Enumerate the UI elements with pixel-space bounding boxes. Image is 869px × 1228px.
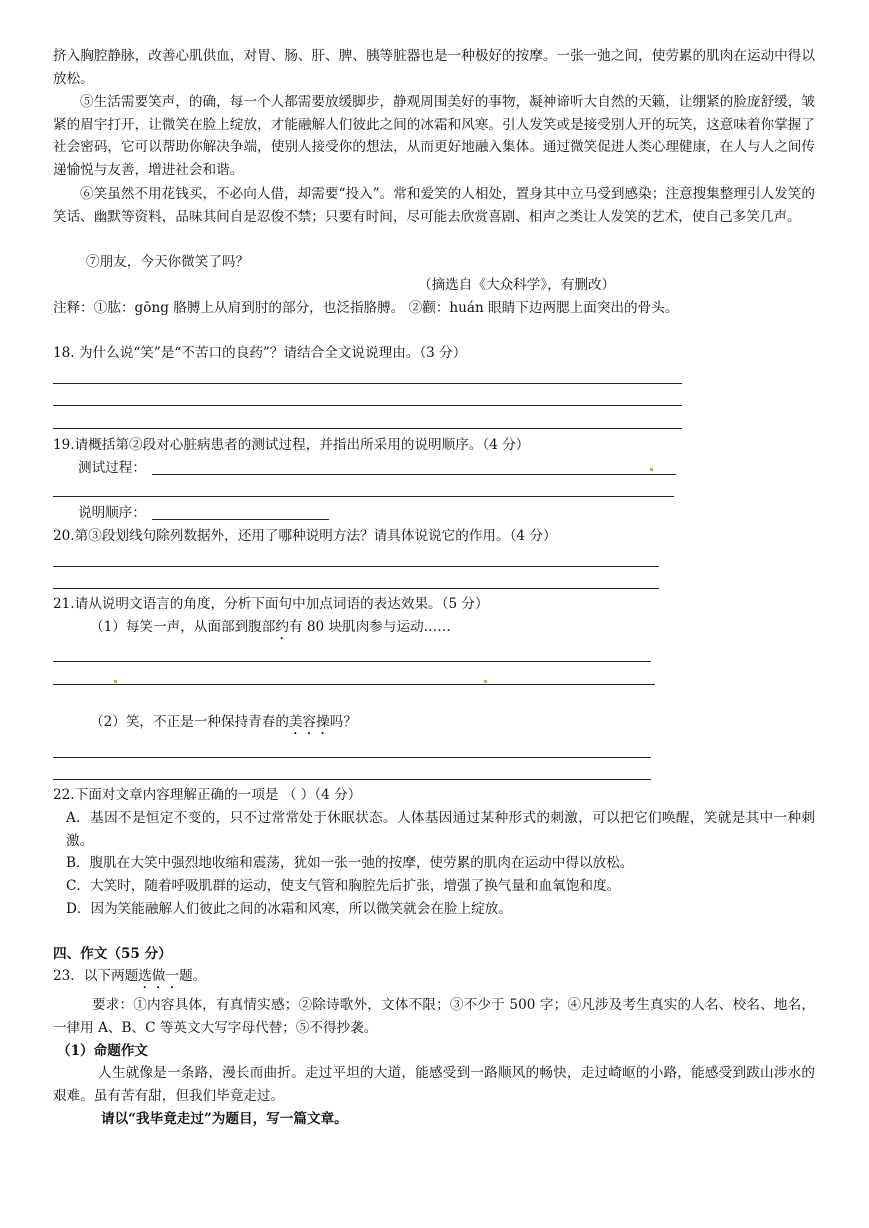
q22-option-c: C．大笑时，随着呼吸肌群的运动，使支气管和胸腔先后扩张，增强了换气量和血氧饱和度。 [66,878,621,894]
scan-speck [114,680,117,683]
question-18: 18. 为什么说“笑”是“不苦口的良药”？请结合全文说说理由。（3 分） [53,345,467,361]
answer-line[interactable] [53,757,651,758]
q22-option-a: A．基因不是恒定不变的，只不过常常处于休眠状态。人体基因通过某种形式的刺激，可以把它们唤醒，笑就是其中一种刺激。 [66,810,815,849]
article-paragraph-continued: 挤入胸腔静脉，改善心肌供血，对胃、肠、肝、脾、胰等脏器也是一种极好的按摩。一张一弛之间，使劳累的肌肉在运动中得以放松。 [53,48,815,87]
answer-line[interactable] [53,405,682,406]
article-paragraph-6: ⑥笑虽然不用花钱买，不必向人借，却需要“投入”。常和爱笑的人相处，置身其中立马受到感染；注意搜集整理引人发笑的笑话、幽默等资料，品味其间自是忍俊不禁；只要有时间，尽可能去欣赏喜剧、相声之类让人发笑的艺术，使自己多笑几声。 [53,186,815,225]
q23-text-after: 题。 [179,968,207,984]
q21-item-2 [90,712,357,738]
answer-line[interactable] [53,496,674,497]
answer-line[interactable] [53,428,682,429]
article-paragraph-7: ⑦朋友，今天你微笑了吗？ [86,254,250,270]
question-22: 22.下面对文章内容理解正确的一项是 （ ）（4 分） [53,787,362,803]
answer-line[interactable] [152,519,329,520]
question-19: 19.请概括第②段对心脏病患者的测试过程，并指出所采用的说明顺序。（4 分） [53,437,530,453]
answer-line[interactable] [53,661,651,662]
question-23 [53,966,206,992]
q21-2-dotted-word: 美容操 [288,714,330,730]
q22-option-d: D．因为笑能融解人们彼此之间的冰霜和风寒，所以微笑就会在脸上绽放。 [66,901,512,917]
answer-line[interactable] [53,566,659,567]
scan-speck [650,468,653,471]
q21-1-text-after: 有 80 块肌肉参与运动…… [288,619,451,635]
answer-line[interactable] [152,474,676,475]
q19-order-label: 说明顺序： [78,505,146,521]
article-notes: 注释：①肱：gōng 胳膊上从肩到肘的部分，也泛指胳膊。 ②颧：huán 眼睛下边两腮上面突出的骨头。 [53,300,679,316]
essay-section-title: 四、作文（55 分） [53,946,172,962]
q21-1-dotted-word: 约 [275,619,289,635]
q19-test-label: 测试过程： [78,460,146,476]
essay-prompt-text: 人生就像是一条路，漫长而曲折。走过平坦的大道，能感受到一路顺风的畅快，走过崎岖的小路，能感受到跋山涉水的艰难。虽有苦有甜，但我们毕竟走过。 [53,1065,815,1104]
q21-2-text-before: （2）笑，不正是一种保持青春的 [90,714,289,730]
q22-option-b: B．腹肌在大笑中强烈地收缩和震荡，犹如一张一弛的按摩，使劳累的肌肉在运动中得以放松。 [66,855,634,871]
q23-dotted-word: 选做一 [138,968,180,984]
article-source: （摘选自《大众科学》，有删改） [418,277,616,293]
q21-2-text-after: 吗？ [329,714,357,730]
q23-text-before: 23．以下两题 [53,968,139,984]
question-21: 21.请从说明文语言的角度，分析下面句中加点词语的表达效果。（5 分） [53,596,489,612]
question-20: 20.第③段划线句除列数据外，还用了哪种说明方法？请具体说说它的作用。（4 分） [53,528,557,544]
answer-line[interactable] [53,588,659,589]
essay-subtitle-1: （1）命题作文 [57,1043,149,1059]
answer-line[interactable] [53,383,682,384]
q21-item-1 [90,617,451,643]
answer-line[interactable] [53,684,655,685]
answer-line[interactable] [53,779,651,780]
article-paragraph-5: ⑤生活需要笑声，的确，每一个人都需要放缓脚步，静观周围美好的事物，凝神谛听大自然的天籁，让绷紧的脸庞舒缓，皱紧的眉宇打开，让微笑在脸上绽放，才能融解人们彼此之间的冰霜和风寒。引人发笑或是接受别人开的玩笑，这意味着你掌握了社会密码，它可以帮助你解决争端，使别人接受你的想法，从而更好地融入集体。通过微笑促进人类心理健康，在人与人之间传递愉悦与友善，增进社会和谐。 [53,94,815,178]
essay-instruction: 请以“我毕竟走过”为题目，写一篇文章。 [101,1111,348,1127]
essay-requirements: 要求：①内容具体，有真情实感；②除诗歌外，文体不限；③不少于 500 字；④凡涉及考生真实的人名、校名、地名，一律用 A、B、C 等英文大写字母代替；⑤不得抄袭。 [53,997,815,1036]
q21-1-text-before: （1）每笑一声，从面部到腹部 [90,619,276,635]
scan-speck [484,680,487,683]
